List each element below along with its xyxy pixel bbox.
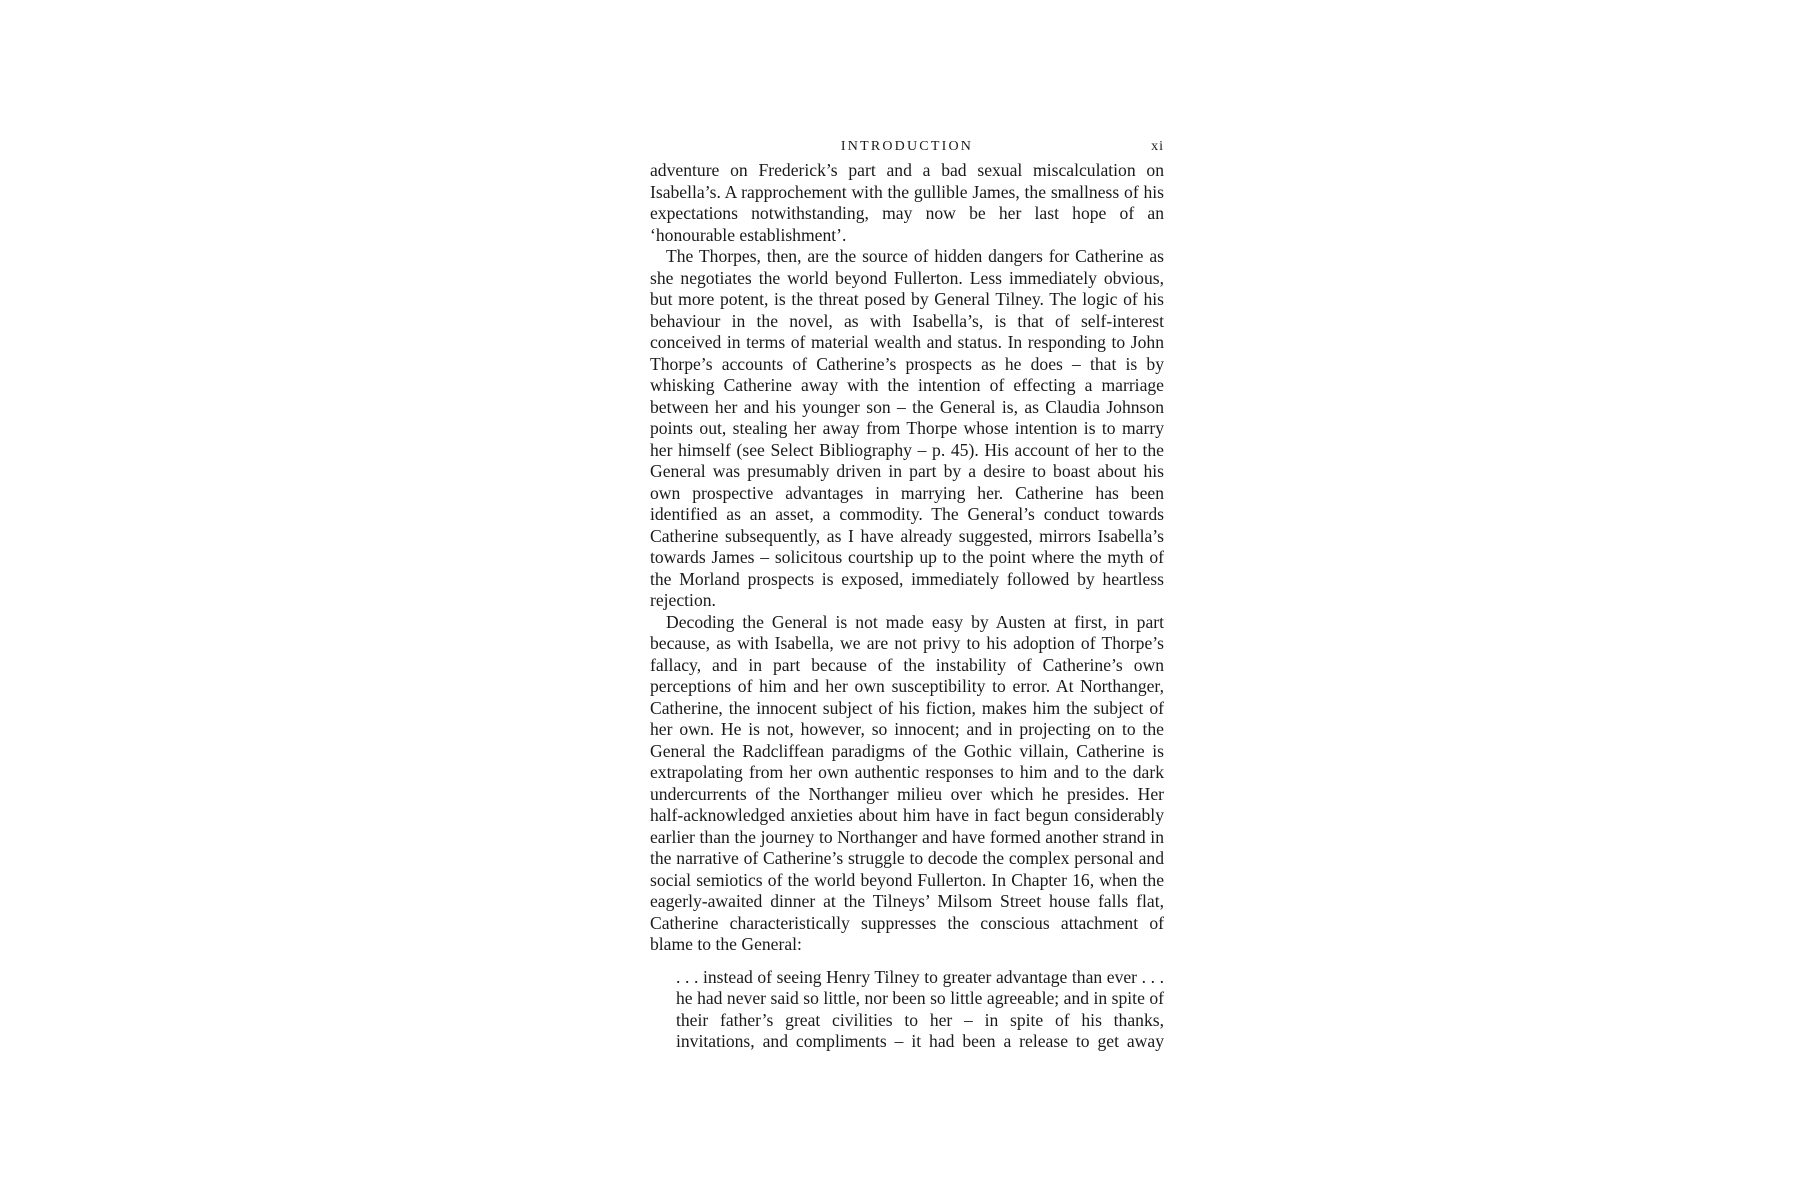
running-head (650, 138, 1164, 160)
paragraph-2: The Thorpes, then, are the source of hidden dangers for Catherine as she negotiates the world beyond Fullerton. Less immediately obvious, but more potent, is the threat posed by General Tilney. The logic of his behaviour in the novel, as with Isabella’s, is that of self-interest conceived in terms of material wealth and status. In responding to John Thorpe’s accounts of Catherine’s prospects as he does – that is by whisking Catherine away with the intention of effecting a marriage between her and his younger son – the General is, as Claudia Johnson points out, stealing her away from Thorpe whose intention is to marry her himself (see Select Bibliography – p. 45). His account of her to the General was presumably driven in part by a desire to boast about his own prospective advantages in marrying her. Catherine has been identified as an asset, a commodity. The General’s conduct towards Catherine subsequently, as I have already suggested, mirrors Isabella’s towards James – solicitous courtship up to the point where the myth of the Morland prospects is exposed, immediately followed by heartless rejection. (650, 246, 1164, 610)
paragraph-1: adventure on Frederick’s part and a bad sexual miscalculation on Isabella’s. A rapprochement with the gullible James, the smallness of his expectations notwithstanding, may now be her last hope of an ‘honourable establishment’. (650, 160, 1164, 245)
book-page (650, 138, 1164, 1053)
paragraph-3: Decoding the General is not made easy by Austen at first, in part because, as with Isabella, we are not privy to his adoption of Thorpe’s fallacy, and in part because of the instability of Catherine’s own perceptions of him and her own susceptibility to error. At Northanger, Catherine, the innocent subject of his fiction, makes him the subject of her own. He is not, however, so innocent; and in projecting on to the General the Radcliffean paradigms of the Gothic villain, Catherine is extrapolating from her own authentic responses to him and to the dark undercurrents of the Northanger milieu over which he presides. Her half-acknowledged anxieties about him have in fact begun considerably earlier than the journey to Northanger and have formed another strand in the narrative of Catherine’s struggle to decode the complex personal and social semiotics of the world beyond Fullerton. In Chapter 16, when the eagerly-awaited dinner at the Tilneys’ Milsom Street house falls flat, Catherine characteristically suppresses the conscious attachment of blame to the General: (650, 611, 1164, 954)
block-quote: . . . instead of seeing Henry Tilney to greater advantage than ever . . . he had never said so little, nor been so little agreeable; and in spite of their father’s great civilities to her – in spite of his thanks, invitations, and compliments – it had been a release to get away (676, 966, 1164, 1051)
running-title: INTRODUCTION (840, 139, 974, 154)
page-number: xi (1151, 139, 1164, 154)
